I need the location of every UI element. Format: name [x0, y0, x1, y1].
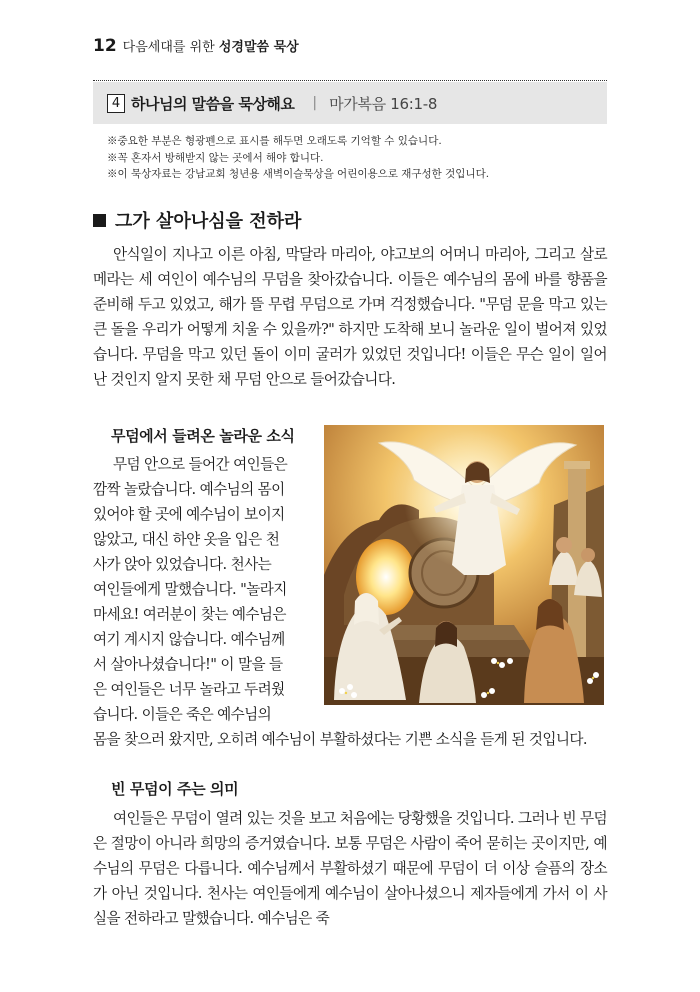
note-item: ※꼭 혼자서 방해받지 않는 곳에서 해야 합니다.: [107, 151, 324, 164]
text-line: 사가 앉아 있었습니다. 천사는: [93, 556, 272, 573]
scripture-reference: 마가복음 16:1-8: [329, 94, 438, 113]
text-line: 은 여인들은 너무 놀라고 두려웠: [93, 681, 285, 698]
text-line: 습니다. 이들은 죽은 예수님의: [93, 706, 272, 723]
square-bullet-icon: [93, 214, 106, 227]
book-prefix: 다음세대를 위한: [122, 40, 215, 55]
resurrection-illustration: [324, 425, 604, 705]
paragraph-intro: 안식일이 지나고 이른 아침, 막달라 마리아, 야고보의 어머니 마리아, 그리고 살로메라는 세 여인이 예수님의 무덤을 찾아갔습니다. 이들은 예수님의 몸에 바를 향품을 준비해 두고 있었고, 해가 뜰 무렵 무덤으로 가며 걱정했습니다. "무덤 문을 막고 있는 큰 돌을 우리가 어떻게 치울 수 있을까?" 하지만 도착해 보니 놀라운 일이 벌어져 있었습니다. 무덤을 막고 있던 돌이 이미 굴러가 있었던 것입니다! 이들은 무슨 일이 일어난 것인지 알지 못한 채 무덤 안으로 들어갔습니다.: [93, 246, 607, 388]
text-line: 여기 계시지 않습니다. 예수님께: [93, 631, 285, 648]
section-title-bar: [93, 82, 607, 124]
paragraph-tomb-news-continued: 몸을 찾으러 왔지만, 오히려 예수님이 부활하셨다는 기쁜 소식을 듣게 된 것입니다.: [93, 731, 587, 748]
main-heading: [93, 207, 301, 233]
text-line: 않았고, 대신 하얀 옷을 입은 천: [93, 531, 280, 548]
dotted-divider: [93, 80, 607, 81]
text-line: 깜짝 놀랐습니다. 예수님의 몸이: [93, 481, 285, 498]
usage-notes: [107, 133, 489, 183]
text-line: 마세요! 여러분이 찾는 예수님은: [93, 606, 286, 623]
note-item: ※중요한 부분은 형광펜으로 표시를 해두면 오래도록 기억할 수 있습니다.: [107, 135, 442, 147]
text-line: 무덤 안으로 들어간 여인들은: [113, 456, 288, 473]
text-line: 여인들에게 말했습니다. "놀라지: [93, 581, 287, 598]
paragraph-tomb-news: [93, 452, 313, 727]
page-number: 12: [93, 36, 117, 56]
section-number-badge: 4: [107, 94, 125, 113]
subheading-surprising-news: 무덤에서 들려온 놀라운 소식: [111, 427, 295, 445]
text-line: 있어야 할 곳에 예수님이 보이지: [93, 506, 285, 523]
paragraph-empty-tomb: 여인들은 무덤이 열려 있는 것을 보고 처음에는 당황했을 것입니다. 그러나 빈 무덤은 절망이 아니라 희망의 증거였습니다. 보통 무덤은 사람이 죽어 묻히는 곳이지만, 예수님의 무덤은 다릅니다. 예수님께서 부활하셨기 때문에 무덤이 더 이상 슬픔의 장소가 아닌 것입니다. 천사는 여인들에게 예수님이 살아나셨으니 제자들에게 가서 이 사실을 전하라고 말했습니다. 예수님은 죽: [93, 810, 607, 927]
subheading-empty-tomb-meaning: 빈 무덤이 주는 의미: [111, 780, 239, 798]
main-heading-text: 그가 살아나심을 전하라: [115, 211, 302, 232]
section-title: 하나님의 말씀을 묵상해요: [131, 94, 295, 113]
note-item: ※이 묵상자료는 강남교회 청년용 새벽이슬묵상을 어린이용으로 재구성한 것입니다.: [107, 168, 490, 180]
page-header: [93, 36, 299, 56]
section-separator: |: [312, 95, 318, 111]
text-line: 서 살아나셨습니다!" 이 말을 들: [93, 656, 283, 673]
book-title: 성경말씀 묵상: [218, 40, 299, 55]
